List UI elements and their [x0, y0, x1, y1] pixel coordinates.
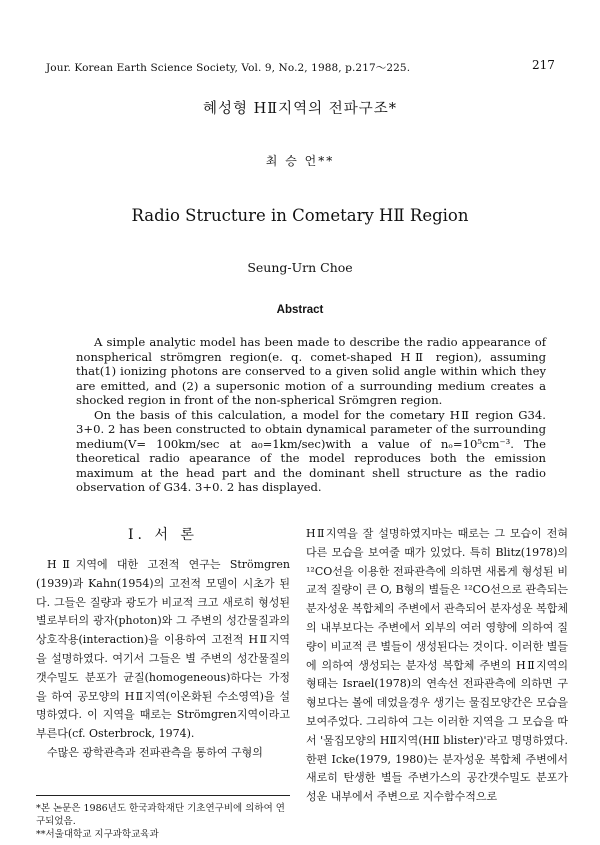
journal-citation: Jour. Korean Earth Science Society, Vol. 9, No.2, 1988, p.217～225. [46, 62, 411, 74]
abstract-paragraph: On the basis of this calculation, a model for the cometary HⅡ region G34. 3+0. 2 has been constructed to obtain dynamical parameter of the surrounding medium(V= 100km/sec at a₀=1km/sec)with a value of nₒ=10⁵cm⁻³. The theoretical radio apearance of the model reproduces both the emission maximum at the head part and the dominant shell structure as the radio observation of G34. 3+0. 2 has displayed. [76, 407, 546, 494]
abstract-heading: Abstract [276, 304, 324, 316]
body-paragraph: HⅡ지역에 대한 고전적 연구는 Strömgren (1939)과 Kahn(1954)의 고전적 모델이 시초가 된다. 그들은 질량과 광도가 비교적 크고 새로히 형성된 별로부터의 광자(photon)와 그 주변의 성간물질과의 상호작용(interaction)을 이용하여 고전적 HⅡ지역을 설명하였다. 여기서 그들은 별 주변의 성간물질의 갯수밀도 분포가 균질(homogeneous)하다는 가정을 하여 공모양의 HⅡ지역(이온화된 수소영역)을 설명하였다. 이 지역을 때로는 Strömgren지역이라고 부른다(cf. Osterbrock, 1974). [36, 558, 290, 741]
footnotes [36, 802, 290, 841]
english-author: Seung-Urn Choe [247, 260, 353, 275]
abstract-body [76, 335, 546, 495]
footnote: *본 논문은 1986년도 한국과학재단 기초연구비에 의하여 연구되었음. [36, 803, 285, 827]
section-heading: Ⅰ. 서 론 [128, 527, 198, 543]
body-paragraph: HⅡ지역을 잘 설명하였지마는 때로는 그 모습이 전혀 다른 모습을 보여줄 때가 있었다. 특히 Blitz(1978)의 ¹²CO선을 이용한 전파관측에 의하면 새롭게 형성된 비교적 질량이 큰 O, B형의 별들은 ¹²CO선으로 관측되는 분자성운 복합체의 주변에서 관측되어 분자성운 복합체의 내부보다는 주변에서 외부의 여러 영향에 의하여 질량이 비교적 큰 별들이 생성된다는 것이다. 이러한 별들에 의하여 생성되는 분자성 복합체 주변의 HⅡ지역의 형태는 Israel(1978)의 연속선 전파관측에 의하면 구형보다는 볼에 데었을경우 생기는 물집모양간은 모습을 보여주었다. 그리하여 그는 이러한 지역을 그 모습을 따서 '물집모양의 HⅡ지역(HⅡ blister)'라고 명명하였다. 한편 Icke(1979, 1980)는 분자성운 복합체 주변에서 새로히 탄생한 별들 주변가스의 공간갯수밀도 분포가 성운 내부에서 주변으로 지수함수적으로 [306, 527, 568, 804]
korean-author: 최 승 언** [265, 154, 335, 168]
body-paragraph: 수많은 광학관측과 전파관측을 통하여 구형의 [47, 745, 263, 759]
page-number: 217 [532, 58, 555, 72]
footnote-divider [36, 795, 290, 796]
korean-title: 혜성형 HⅡ지역의 전파구조* [202, 101, 398, 117]
english-title: Radio Structure in Cometary HⅡ Region [131, 206, 469, 225]
left-column [36, 522, 290, 763]
abstract-paragraph: A simple analytic model has been made to describe the radio appearance of nonspherical strömgren region(e. q. comet-shaped HⅡ region), assuming that(1) ionizing photons are conserved to a given solid angle within which they are emitted, and (2) a supersonic motion of a surrounding medium creates a shocked region in front of the non-spherical Srömgren region. [76, 335, 546, 407]
footnote: **서울대학교 지구과학교육과 [36, 829, 159, 840]
right-column [306, 525, 568, 807]
